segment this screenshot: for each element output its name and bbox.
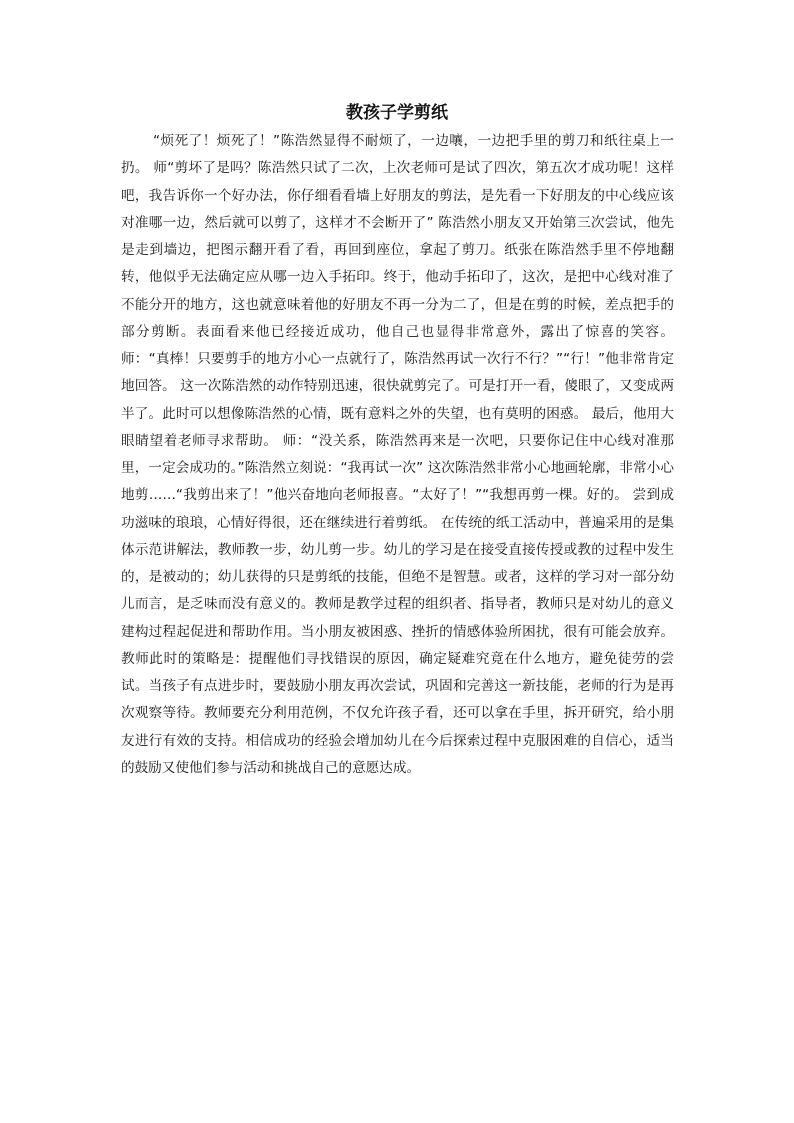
document-body-paragraph: “烦死了！烦死了！”陈浩然显得不耐烦了，一边嚷，一边把手里的剪刀和纸往桌上一扔。 师“剪坏了是吗？陈浩然只试了二次，上次老师可是试了四次，第五次才成功呢！这样吧，我告诉你一个好办法，你仔细看看墙上好朋友的剪法，是先看一下好朋友的中心线应该对准哪一边，然后就可以剪了，这样才不会断开了” 陈浩然小朋友又开始第三次尝试，他先是走到墙边，把图示翻开看了看，再回到座位，拿起了剪刀。纸张在陈浩然手里不停地翻转，他似乎无法确定应从哪一边入手拓印。终于，他动手拓印了，这次，是把中心线对准了不能分开的地方，这也就意味着他的好朋友不再一分为二了，但是在剪的时候，差点把手的部分剪断。表面看来他已经接近成功，他自己也显得非常意外，露出了惊喜的笑容。 师：“真棒！只要剪手的地方小心一点就行了，陈浩然再试一次行不行？”“行！”他非常肯定地回答。 这一次陈浩然的动作特别迅速，很快就剪完了。可是打开一看，傻眼了，又变成两半了。此时可以想像陈浩然的心情，既有意料之外的失望，也有莫明的困惑。 最后，他用大眼睛望着老师寻求帮助。 师：“没关系，陈浩然再来是一次吧，只要你记住中心线对准那里，一定会成功的。”陈浩然立刻说：“我再试一次” 这次陈浩然非常小心地画轮廓，非常小心地剪……“我剪出来了！”他兴奋地向老师报喜。“太好了！”“我想再剪一棵。好的。 尝到成功滋味的琅琅，心情好得很，还在继续进行着剪纸。 在传统的纸工活动中，普遍采用的是集体示范讲解法，教师教一步，幼儿剪一步。幼儿的学习是在接受直接传授或教的过程中发生的，是被动的；幼儿获得的只是剪纸的技能，但绝不是智慧。或者，这样的学习对一部分幼儿而言，是乏味而没有意义的。教师是教学过程的组织者、指导者，教师只是对幼儿的意义建构过程起促进和帮助作用。当小朋友被困惑、挫折的情感体验所困扰，很有可能会放弃。 教师此时的策略是：提醒他们寻找错误的原因，确定疑难究竟在什么地方，避免徒劳的尝试。当孩子有点进步时，要鼓励小朋友再次尝试，巩固和完善这一新技能，老师的行为是再次观察等待。教师要充分利用范例，不仅允许孩子看，还可以拿在手里，拆开研究，给小朋友进行有效的支持。相信成功的经验会增加幼儿在今后探索过程中克服困难的自信心，适当的鼓励又使他们参与活动和挑战自己的意愿达成。 xyxy=(121,133,674,776)
document-title: 教孩子学剪纸 xyxy=(346,103,448,123)
